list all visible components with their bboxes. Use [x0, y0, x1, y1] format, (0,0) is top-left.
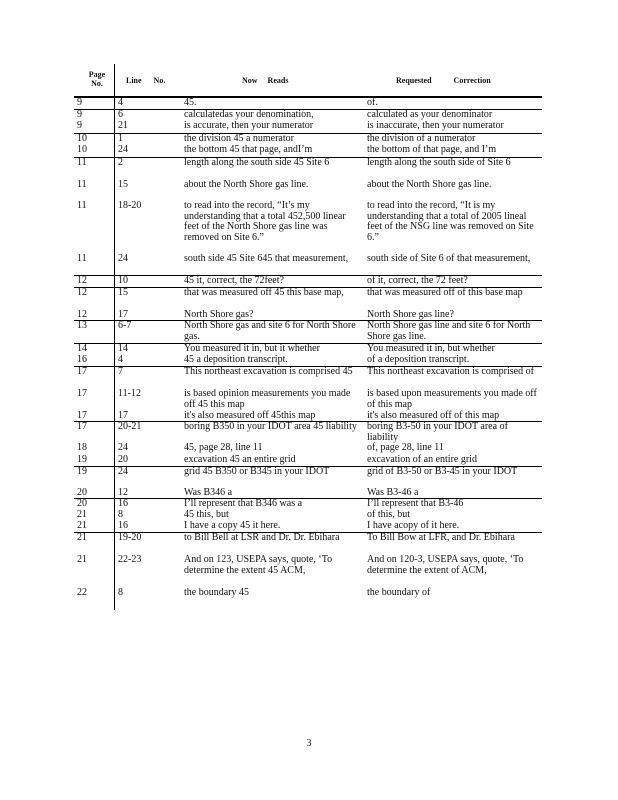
table-row — [74, 498, 542, 510]
cell-now-reads: grid 45 B350 or B345 in your IDOT — [184, 466, 330, 477]
cell-page: 14 — [77, 343, 87, 354]
cell-page: 11 — [77, 200, 87, 211]
cell-line: 17 — [118, 309, 128, 320]
cell-now-reads: North Shore gas? — [184, 309, 254, 320]
cell-requested-correction: the bottom of that page, and I’m — [367, 144, 497, 155]
cell-now-reads: 45. — [184, 97, 197, 108]
cell-line: 8 — [118, 509, 123, 520]
cell-page: 11 — [77, 253, 87, 264]
cell-line: 7 — [118, 366, 123, 377]
cell-line: 14 — [118, 343, 128, 354]
cell-page: 11 — [77, 179, 87, 190]
cell-page: 20 — [77, 487, 87, 498]
cell-now-reads: length along the south side 45 Site 6 — [184, 157, 330, 168]
cell-page: 17 — [77, 366, 87, 377]
cell-requested-correction: that was measured off of this base map — [367, 287, 523, 298]
cell-line: 16 — [118, 498, 128, 509]
cell-now-reads: 45 it, correct, the 72feet? — [184, 275, 284, 286]
table-row — [74, 310, 542, 320]
table-row — [74, 411, 542, 421]
cell-page: 11 — [77, 157, 87, 168]
cell-now-reads: 45, page 28, line 11 — [184, 442, 263, 453]
cell-now-reads: Was B346 a — [184, 487, 233, 498]
cell-line: 15 — [118, 179, 128, 190]
cell-page: 21 — [77, 509, 87, 520]
cell-page: 9 — [77, 120, 82, 131]
cell-requested-correction: to read into the record, “It is my understanding that a total of 2005 lineal feet of the NSG line was removed on Site 6.” — [367, 200, 534, 243]
table-row — [74, 287, 542, 310]
cell-now-reads: I’ll represent that B346 was a — [184, 498, 303, 509]
cell-page: 16 — [77, 354, 87, 365]
cell-line: 12 — [118, 487, 128, 498]
table-row — [74, 145, 542, 157]
table-row — [74, 320, 542, 343]
page-number: 3 — [306, 738, 312, 749]
cell-requested-correction: calculated as your denominator — [367, 109, 493, 120]
table-row — [74, 555, 542, 588]
errata-table — [74, 64, 542, 610]
cell-requested-correction: of. — [367, 97, 378, 108]
cell-now-reads: about the North Shore gas line. — [184, 179, 309, 190]
cell-now-reads: You measured it in, but it whether — [184, 343, 320, 354]
cell-requested-correction: it's also measured off of this map — [367, 410, 500, 421]
header-requested-correction: Requested Correction — [396, 76, 491, 85]
table-row — [74, 421, 542, 443]
cell-line: 2 — [118, 157, 123, 168]
table-row — [74, 275, 542, 287]
cell-line: 8 — [118, 587, 123, 598]
cell-now-reads: the division 45 a numerator — [184, 133, 294, 144]
cell-line: 4 — [118, 354, 123, 365]
cell-requested-correction: North Shore gas line and site 6 for North Shore gas line. — [367, 320, 531, 342]
table-row — [74, 201, 542, 254]
cell-line: 10 — [118, 275, 128, 286]
cell-requested-correction: of, page 28, line 11 — [367, 442, 444, 453]
cell-requested-correction: You measured it in, but whether — [367, 343, 495, 354]
cell-requested-correction: grid of B3-50 or B3-45 in your IDOT — [367, 466, 518, 477]
table-row — [74, 157, 542, 180]
cell-line: 24 — [118, 253, 128, 264]
cell-now-reads: it's also measured off 45this map — [184, 410, 316, 421]
header-line-no: Line No. — [126, 76, 166, 85]
cell-page: 13 — [77, 320, 87, 331]
cell-line: 22-23 — [118, 554, 142, 565]
cell-requested-correction: Was B3-46 a — [367, 487, 419, 498]
cell-requested-correction: North Shore gas line? — [367, 309, 454, 320]
cell-requested-correction: And on 120-3, USEPA says, quote, ‘To determine the extent of ACM, — [367, 554, 524, 576]
cell-page: 20 — [77, 498, 87, 509]
cell-requested-correction: This northeast excavation is comprised of — [367, 366, 534, 377]
table-row — [74, 180, 542, 201]
cell-now-reads: to read into the record, “It’s my understanding that a total 452,500 linear feet of the North Shore gas line was removed on Site 6.” — [184, 200, 346, 243]
cell-now-reads: North Shore gas and site 6 for North Shore gas. — [184, 320, 356, 342]
header-now-reads: Now Reads — [242, 76, 289, 85]
cell-page: 17 — [77, 410, 87, 421]
cell-requested-correction: is inaccurate, then your numerator — [367, 120, 504, 131]
cell-line: 11-12 — [118, 388, 141, 399]
cell-now-reads: I have a copy 45 it here. — [184, 520, 281, 531]
table-row — [74, 521, 542, 532]
cell-line: 24 — [118, 144, 128, 155]
cell-line: 4 — [118, 97, 123, 108]
cell-line: 20-21 — [118, 421, 142, 432]
cell-line: 19-20 — [118, 532, 142, 543]
cell-now-reads: the boundary 45 — [184, 587, 249, 598]
table-row — [74, 97, 542, 109]
table-row — [74, 488, 542, 498]
header-page-no: Page No. — [88, 70, 106, 88]
cell-now-reads: that was measured off 45 this base map, — [184, 287, 344, 298]
cell-now-reads: 45 a deposition transcript. — [184, 354, 288, 365]
cell-now-reads: This northeast excavation is comprised 45 — [184, 366, 353, 377]
cell-line: 24 — [118, 466, 128, 477]
cell-line: 6-7 — [118, 320, 132, 331]
cell-requested-correction: about the North Shore gas line. — [367, 179, 492, 190]
cell-now-reads: is based opinion measurements you made off 45 this map — [184, 388, 351, 410]
table-row — [74, 389, 542, 411]
cell-now-reads: south side 45 Site 645 that measurement, — [184, 253, 349, 264]
table-row — [74, 455, 542, 466]
cell-page: 12 — [77, 309, 87, 320]
cell-requested-correction: is based upon measurements you made off of this map — [367, 388, 537, 410]
cell-page: 12 — [77, 275, 87, 286]
cell-requested-correction: the division of a numerator — [367, 133, 476, 144]
cell-page: 22 — [77, 587, 87, 598]
cell-requested-correction: the boundary of — [367, 587, 431, 598]
cell-requested-correction: I’ll represent that B3-46 — [367, 498, 464, 509]
table-row — [74, 466, 542, 488]
cell-page: 9 — [77, 97, 82, 108]
table-row — [74, 343, 542, 355]
cell-requested-correction: of this, but — [367, 509, 411, 520]
cell-page: 17 — [77, 421, 87, 432]
table-row — [74, 588, 542, 610]
cell-page: 17 — [77, 388, 87, 399]
cell-requested-correction: of it, correct, the 72 feet? — [367, 275, 468, 286]
table-row — [74, 355, 542, 366]
cell-now-reads: excavation 45 an entire grid — [184, 454, 296, 465]
cell-line: 15 — [118, 287, 128, 298]
cell-page: 10 — [77, 133, 87, 144]
cell-requested-correction: of a deposition transcript. — [367, 354, 470, 365]
cell-line: 6 — [118, 109, 123, 120]
cell-line: 16 — [118, 520, 128, 531]
cell-line: 1 — [118, 133, 123, 144]
cell-page: 21 — [77, 532, 87, 543]
cell-page: 19 — [77, 466, 87, 477]
cell-requested-correction: To Bill Bow at LFR, and Dr. Ebihara — [367, 532, 515, 543]
cell-requested-correction: south side of Site 6 of that measurement, — [367, 253, 531, 264]
cell-page: 10 — [77, 144, 87, 155]
cell-page: 18 — [77, 442, 87, 453]
cell-requested-correction: boring B3-50 in your IDOT area of liability — [367, 421, 508, 443]
table-row — [74, 366, 542, 389]
cell-now-reads: is accurate, then your numerator — [184, 120, 314, 131]
cell-requested-correction: excavation of an entire grid — [367, 454, 477, 465]
cell-line: 21 — [118, 120, 128, 131]
cell-page: 21 — [77, 520, 87, 531]
cell-now-reads: boring B350 in your IDOT area 45 liability — [184, 421, 357, 432]
cell-requested-correction: length along the south side of Site 6 — [367, 157, 511, 168]
table-header — [74, 64, 542, 97]
cell-page: 19 — [77, 454, 87, 465]
cell-line: 20 — [118, 454, 128, 465]
table-body — [74, 97, 542, 610]
cell-requested-correction: I have acopy of it here. — [367, 520, 460, 531]
table-row — [74, 254, 542, 275]
cell-now-reads: calculatedas your denomination, — [184, 109, 314, 120]
cell-page: 9 — [77, 109, 82, 120]
cell-now-reads: the bottom 45 that page, andI’m — [184, 144, 313, 155]
cell-now-reads: to Bill Bell at LSR and Dr. Dr. Ebihara — [184, 532, 340, 543]
cell-line: 17 — [118, 410, 128, 421]
cell-now-reads: 45 this, but — [184, 509, 229, 520]
table-row — [74, 121, 542, 133]
cell-page: 12 — [77, 287, 87, 298]
cell-page: 21 — [77, 554, 87, 565]
cell-line: 18-20 — [118, 200, 142, 211]
cell-now-reads: And on 123, USEPA says, quote, ‘To determine the extent 45 ACM, — [184, 554, 333, 576]
cell-line: 24 — [118, 442, 128, 453]
table-row — [74, 510, 542, 521]
table-row — [74, 532, 542, 555]
